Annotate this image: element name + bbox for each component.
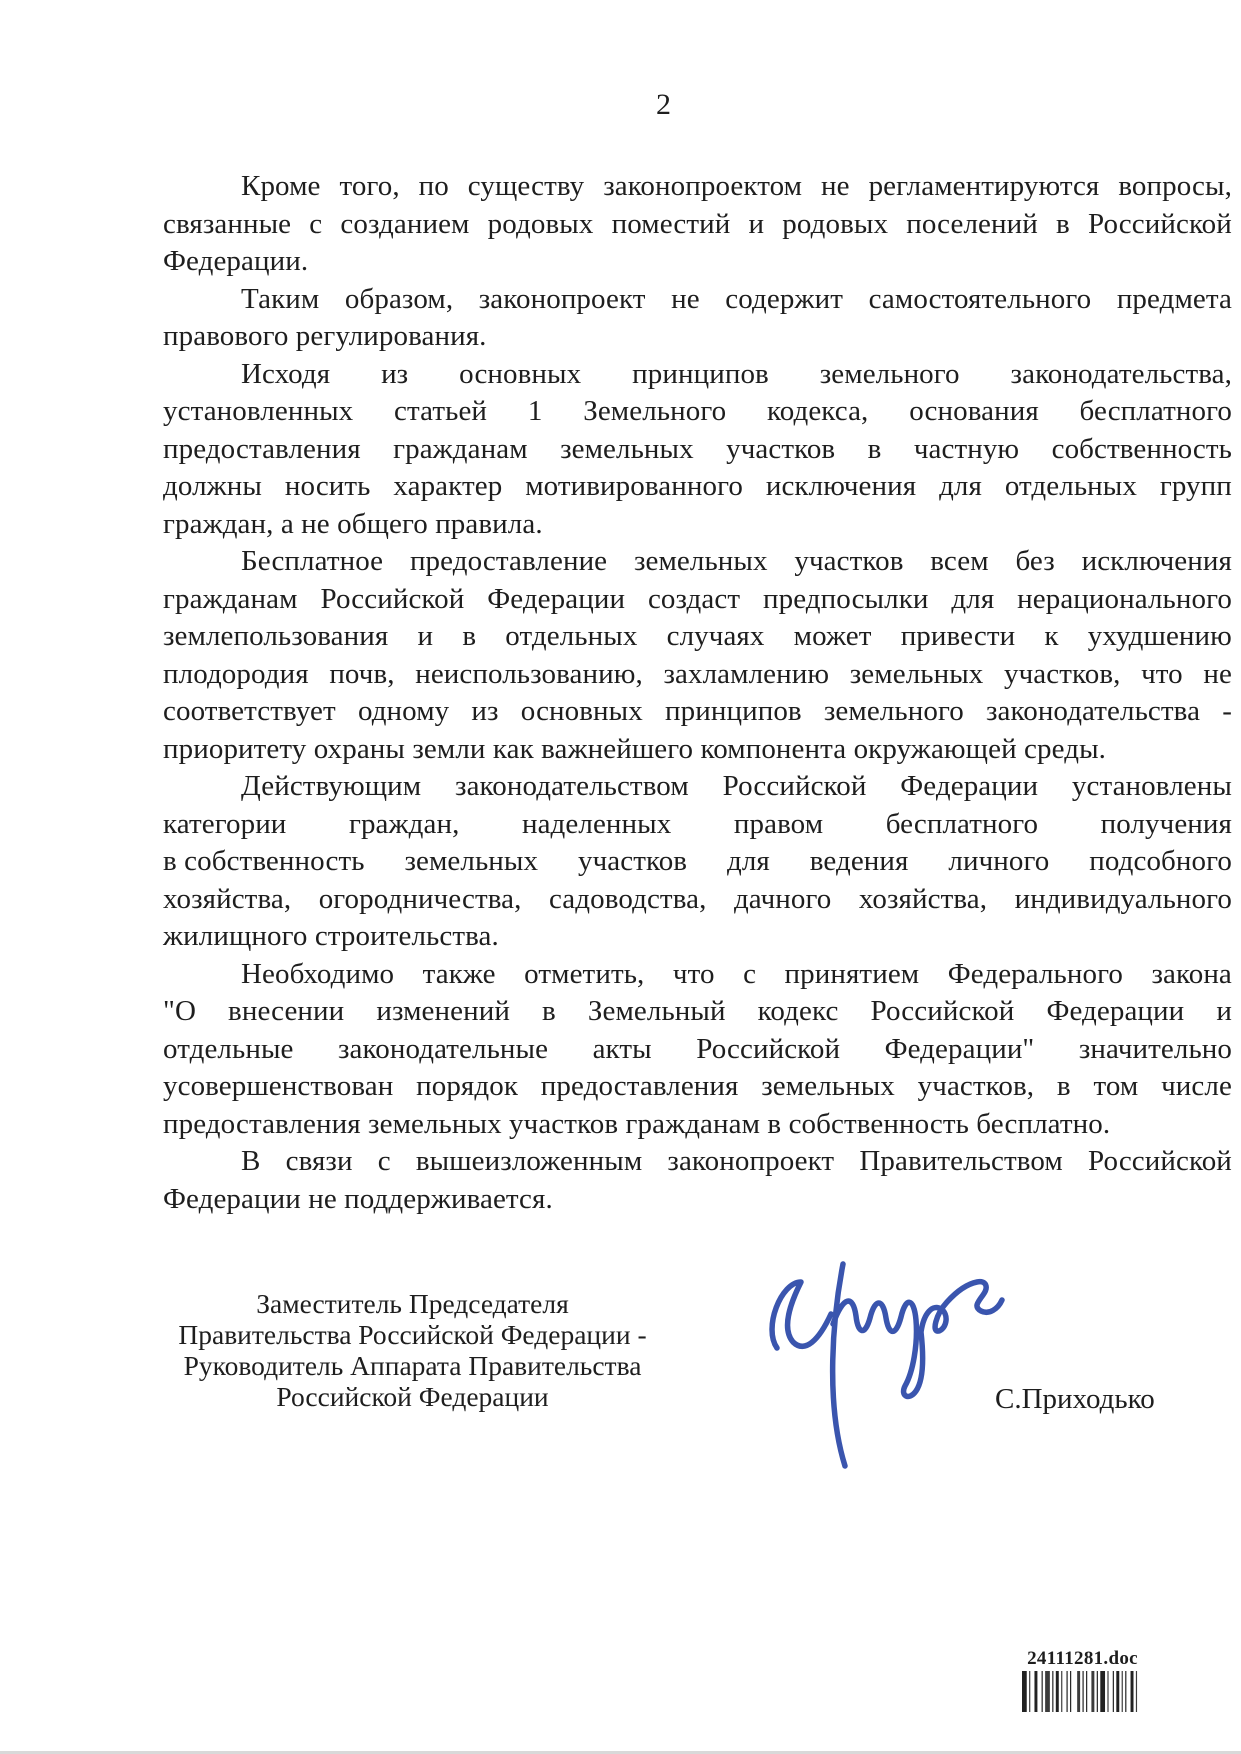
- text-line: правового регулирования.: [163, 320, 487, 352]
- text-line: Необходимо также отметить, что с принятием Федерального закона: [241, 957, 1232, 990]
- page-number: 2: [656, 88, 671, 121]
- text-line: Таким образом, законопроект не содержит самостоятельного предмета: [241, 282, 1232, 315]
- text-line: жилищного строительства.: [163, 920, 499, 952]
- text-line: Кроме того, по существу законопроектом не регламентируются вопросы,: [241, 170, 1232, 202]
- signatory-title: [162, 1288, 663, 1412]
- text-line: связанные с созданием родовых поместий и родовых поселений в Российской: [163, 207, 1232, 240]
- text-line: граждан, а не общего правила.: [163, 507, 543, 540]
- text-line: "О внесении изменений в Земельный кодекс Российской Федерации и: [163, 995, 1232, 1027]
- text-line: Действующим законодательством Российской Федерации установлены: [241, 770, 1232, 802]
- text-line: приоритету охраны земли как важнейшего компонента окружающей среды.: [163, 732, 1106, 765]
- text-line: усовершенствован порядок предоставления земельных участков, в том числе: [163, 1070, 1232, 1102]
- text-line: хозяйства, огородничества, садоводства, дачного хозяйства, индивидуального: [163, 882, 1232, 915]
- text-line: гражданам Российской Федерации создаст предпосылки для нерационального: [163, 582, 1232, 615]
- signatory-name: С.Приходько: [995, 1383, 1155, 1415]
- signature-path: [772, 1264, 1002, 1466]
- text-line: плодородия почв, неиспользованию, захламлению земельных участков, что не: [163, 657, 1232, 690]
- text-line: должны носить характер мотивированного исключения для отдельных групп: [163, 470, 1232, 502]
- text-line: землепользования и в отдельных случаях может привести к ухудшению: [163, 620, 1232, 652]
- signatory-title-line: Правительства Российской Федерации -: [178, 1319, 647, 1350]
- text-line: предоставления земельных участков гражданам в собственность бесплатно.: [163, 1107, 1111, 1140]
- barcode-label: 24111281.doc: [1027, 1648, 1138, 1669]
- text-line: Федерации не поддерживается.: [163, 1182, 553, 1215]
- text-line: соответствует одному из основных принципов земельного законодательства -: [163, 695, 1232, 727]
- text-line: В связи с вышеизложенным законопроект Правительством Российской: [241, 1145, 1232, 1177]
- text-line: Федерации.: [163, 245, 309, 277]
- signatory-title-line: Российской Федерации: [276, 1381, 549, 1412]
- barcode-image: [1022, 1671, 1143, 1712]
- text-line: Исходя из основных принципов земельного законодательства,: [241, 357, 1232, 390]
- signatory-title-line: Руководитель Аппарата Правительства: [183, 1350, 642, 1381]
- handwritten-signature-icon: [755, 1252, 1013, 1470]
- barcode: [1022, 1648, 1143, 1712]
- text-line: установленных статьей 1 Земельного кодекса, основания бесплатного: [163, 395, 1232, 427]
- text-line: отдельные законодательные акты Российской Федерации" значительно: [163, 1032, 1232, 1065]
- text-line: категории граждан, наделенных правом бесплатного получения: [163, 807, 1232, 840]
- text-line: предоставления гражданам земельных участков в частную собственность: [163, 432, 1232, 465]
- body-text: [163, 168, 1232, 1218]
- signatory-title-line: Заместитель Председателя: [256, 1288, 569, 1319]
- text-line: в собственность земельных участков для ведения личного подсобного: [163, 845, 1232, 877]
- text-line: Бесплатное предоставление земельных участков всем без исключения: [241, 545, 1232, 577]
